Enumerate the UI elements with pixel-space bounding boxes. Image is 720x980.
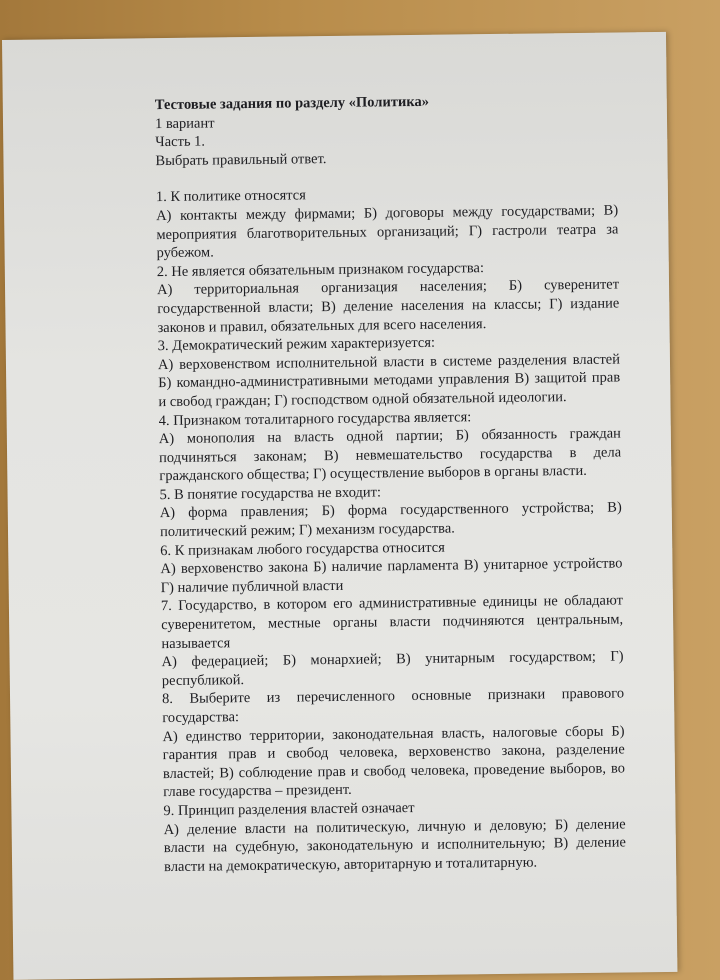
- question-text: 9. Принцип разделения властей означает: [163, 799, 415, 820]
- question-block: [160, 536, 623, 597]
- question-text: 2. Не является обязательным признаком государства:: [156, 259, 485, 280]
- question-text: 1. К политике относятся: [155, 187, 306, 206]
- answer-options: А) монополия на власть одной партии; Б) обязанность граждан подчиняться законам; В) невмешательство государства в дела гражданского общества; Г) осуществление выборов в органы власти.: [158, 425, 622, 485]
- question-text: 8. Выберите из перечисленного основные признаки правового государства:: [161, 685, 625, 727]
- test-document: [155, 90, 626, 876]
- answer-options: А) федерацией; Б) монархией; В) унитарным государством; Г) республикой.: [161, 648, 624, 689]
- question-block: [163, 796, 626, 876]
- question-block: [161, 592, 624, 691]
- variant-label: 1 вариант: [154, 115, 215, 132]
- answer-options: А) единство территории, законодательная власть, налоговые сборы Б) гарантия прав и свобод человека, верховенство закона, разделение властей; В) соблюдение прав и свобод человека, проведение выборов, во главе государства – президент.: [162, 723, 626, 801]
- instruction-text: Выбрать правильный ответ.: [155, 150, 327, 169]
- question-block: [162, 685, 625, 802]
- answer-options: А) деление власти на политическую, личную и деловую; Б) деление власти на судебную, законодательную и исполнительную; В) деление власти на демократическую, авторитарную и тоталитарную.: [163, 816, 626, 875]
- document-title: Тестовые задания по разделу «Политика»: [154, 93, 430, 114]
- question-text: 4. Признаком тоталитарного государства является:: [158, 408, 472, 429]
- paper-sheet: [2, 32, 677, 980]
- answer-options: А) верховенством исполнительной власти в системе разделения властей Б) командно-административными методами управления В) защитой прав и свобод граждан; Г) господством одной обязательной идеологии.: [157, 351, 621, 411]
- question-text: 3. Демократический режим характеризуется:: [157, 334, 436, 355]
- question-block: [156, 183, 619, 263]
- answer-options: А) территориальная организация населения; Б) суверенитет государственной власти; В) деление населения на классы; Г) издание законов и правил, обязательных для всего населения.: [156, 276, 620, 336]
- question-text: 5. В понятие государства не входит:: [159, 484, 382, 503]
- question-text: 6. К признакам любого государства относится: [160, 539, 445, 559]
- question-block: [159, 406, 622, 486]
- question-block: [159, 480, 622, 541]
- part-label: Часть 1.: [155, 133, 206, 151]
- answer-options: А) контакты между фирмами; Б) договоры между государствами; В) мероприятия благотворительных организаций; Г) гастроли театра за рубежом.: [156, 202, 619, 262]
- answer-options: А) форма правления; Б) форма государственного устройства; В) политический режим; Г) механизм государства.: [159, 499, 622, 541]
- question-block: [158, 332, 621, 412]
- answer-options: А) верховенство закона Б) наличие парламента В) унитарное устройство Г) наличие публичной власти: [160, 555, 623, 596]
- question-text: 7. Государство, в котором его административные единицы не обладают суверенитетом, местные органы власти подчиняются центральным, называется: [160, 592, 624, 652]
- question-block: [157, 257, 620, 337]
